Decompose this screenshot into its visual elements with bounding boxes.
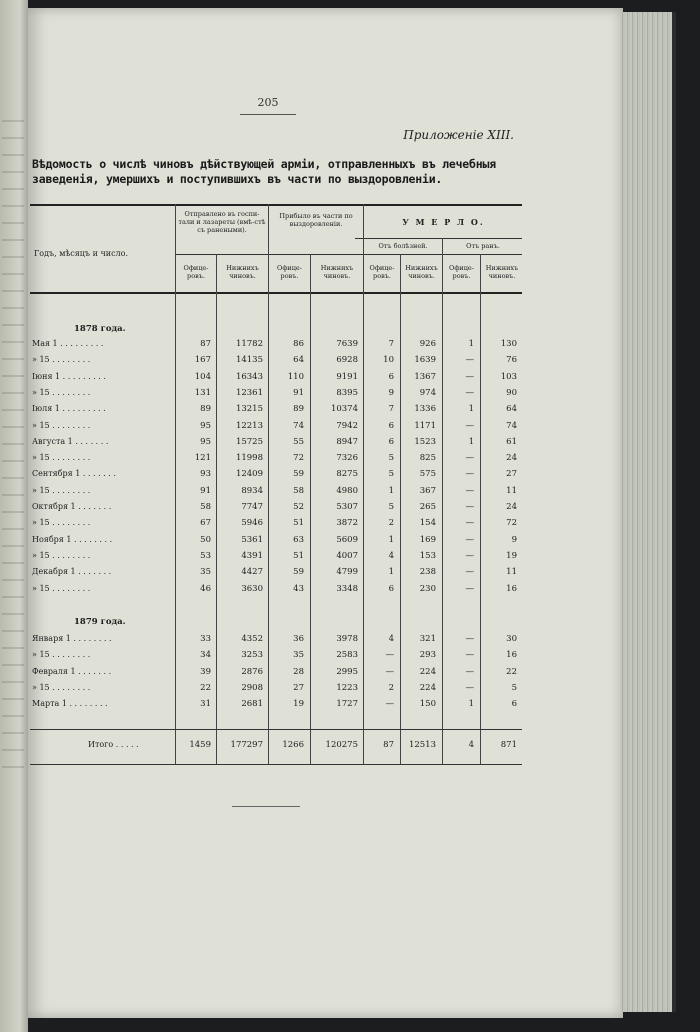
row-label: Августа 1 . . . . . . . <box>32 436 109 446</box>
table-cell: 55 <box>293 436 304 447</box>
table-cell: 24 <box>506 453 517 464</box>
row-label: Мая 1 . . . . . . . . . <box>32 339 104 348</box>
header-bottom-rule <box>30 292 522 294</box>
table-cell: 6928 <box>336 355 358 366</box>
page-block-edge <box>620 12 676 1012</box>
table-cell: 22 <box>506 666 517 677</box>
table-cell: 7 <box>388 404 394 415</box>
table-row <box>30 516 522 532</box>
sent-header: Отправлено въ госпи-тали и лазареты (вмѣ-стѣ съ ранеными). <box>178 210 266 234</box>
died-header: У М Е Р Л О. <box>402 217 485 227</box>
table-cell: 2995 <box>336 666 358 677</box>
table-cell: 1727 <box>336 699 358 710</box>
table-cell: 7 <box>388 339 394 349</box>
row-label: » 15 . . . . . . . . <box>32 387 91 397</box>
table-cell: — <box>465 650 474 661</box>
subheader-rule <box>175 254 522 255</box>
row-label: Ноября 1 . . . . . . . . <box>32 534 113 544</box>
table-cell: 27 <box>293 682 304 693</box>
table-cell: — <box>465 420 474 431</box>
table-cell: 24 <box>506 502 517 512</box>
table-cell: 131 <box>194 387 211 398</box>
table-cell: 3872 <box>336 518 358 529</box>
table-cell: 12213 <box>235 420 263 431</box>
table-cell: 95 <box>200 420 211 431</box>
total-cell: 871 <box>500 740 517 750</box>
table-row <box>30 402 522 418</box>
total-cell: 1266 <box>282 740 304 750</box>
table-cell: 89 <box>200 404 211 415</box>
table-cell: 7639 <box>336 339 358 349</box>
table-cell: 59 <box>293 469 304 480</box>
total-rule <box>30 729 522 730</box>
table-cell: — <box>385 650 394 661</box>
table-cell: 367 <box>419 485 436 496</box>
table-cell: 321 <box>419 634 436 644</box>
table-cell: 926 <box>419 339 436 349</box>
table-row <box>30 467 522 483</box>
table-cell: 293 <box>419 650 436 661</box>
title-line-2: заведенія, умершихъ и поступившихъ въ части по выздоровленіи. <box>32 172 443 186</box>
table-cell: 224 <box>419 682 436 693</box>
table-cell: 2 <box>388 518 394 529</box>
table-cell: — <box>385 666 394 677</box>
table-cell: 974 <box>419 387 436 398</box>
table-cell: 4007 <box>336 550 358 561</box>
table-cell: 9191 <box>336 371 358 382</box>
table-cell: 575 <box>419 469 436 480</box>
row-label: » 15 . . . . . . . . <box>32 650 91 660</box>
table-cell: 43 <box>293 583 304 594</box>
table-cell: 91 <box>200 485 211 496</box>
returned-header: Прибыло въ части по выздоровленіи. <box>279 212 353 228</box>
table-cell: — <box>465 634 474 644</box>
row-label: Марта 1 . . . . . . . . <box>32 699 108 709</box>
row-label: » 15 . . . . . . . . <box>32 420 91 430</box>
total-cell: 177297 <box>230 740 263 750</box>
table-cell: — <box>465 534 474 545</box>
row-label: » 15 . . . . . . . . <box>32 518 91 528</box>
table-cell: 36 <box>293 634 304 644</box>
table-row <box>30 665 522 681</box>
table-cell: 5 <box>388 453 394 464</box>
total-cell: 1459 <box>189 740 211 750</box>
table-cell: 4352 <box>241 634 263 644</box>
table-cell: 11 <box>506 485 517 496</box>
table-cell: 12361 <box>235 387 263 398</box>
table-cell: 4 <box>388 550 394 561</box>
table-cell: 16 <box>506 583 517 594</box>
table-cell: 1171 <box>414 420 436 431</box>
table-cell: 67 <box>200 518 211 529</box>
table-cell: 9 <box>388 387 394 398</box>
table-cell: 93 <box>200 469 211 480</box>
table-cell: 230 <box>419 583 436 594</box>
table-cell: 86 <box>293 339 304 349</box>
table-cell: 74 <box>293 420 304 431</box>
table-row <box>30 565 522 581</box>
table-bottom-rule <box>30 764 522 765</box>
table-cell: 110 <box>287 371 304 382</box>
table-cell: 52 <box>293 502 304 512</box>
table-cell: 74 <box>506 420 517 431</box>
table-cell: 1336 <box>414 404 436 415</box>
row-label: » 15 . . . . . . . . <box>32 355 91 365</box>
table-cell: 11782 <box>235 339 263 349</box>
men-header: Нижнихъ чиновъ. <box>405 264 438 280</box>
table-cell: 167 <box>194 355 211 366</box>
table-row <box>30 386 522 402</box>
table-cell: 5 <box>388 502 394 512</box>
table-cell: 90 <box>506 387 517 398</box>
table-cell: 15725 <box>235 436 263 447</box>
table-cell: 3348 <box>336 583 358 594</box>
table-cell: — <box>465 518 474 529</box>
table-cell: 6 <box>388 583 394 594</box>
table-cell: 7942 <box>336 420 358 431</box>
table-cell: — <box>465 453 474 464</box>
table-cell: 16 <box>506 650 517 661</box>
table-cell: 1 <box>468 436 474 447</box>
table-row <box>30 632 522 648</box>
table-cell: 33 <box>200 634 211 644</box>
table-cell: 4 <box>388 634 394 644</box>
table-cell: — <box>465 583 474 594</box>
table-row <box>30 582 522 598</box>
table-cell: 89 <box>293 404 304 415</box>
table-cell: 72 <box>293 453 304 464</box>
table-cell: 6 <box>388 371 394 382</box>
from-wounds-header: Отъ ранъ. <box>466 242 500 250</box>
table-cell: 95 <box>200 436 211 447</box>
table-cell: 13215 <box>235 404 263 415</box>
table-cell: 1 <box>468 339 474 349</box>
table-cell: 9 <box>511 534 517 545</box>
table-cell: 7326 <box>336 453 358 464</box>
from-disease-header: Отъ болѣзней. <box>378 242 428 250</box>
officers-header: Офице-ровъ. <box>369 264 395 280</box>
table-cell: 2583 <box>336 650 358 661</box>
page-number: 205 <box>257 96 279 109</box>
table-row <box>30 337 522 353</box>
table-cell: 91 <box>293 387 304 398</box>
table-cell: 2 <box>388 682 394 693</box>
officers-header: Офице-ровъ. <box>449 264 474 280</box>
table-cell: 4980 <box>336 485 358 496</box>
table-cell: 46 <box>200 583 211 594</box>
row-label: Февраля 1 . . . . . . . <box>32 666 112 676</box>
table-cell: 1 <box>388 567 394 578</box>
row-label: Іюня 1 . . . . . . . . . <box>32 371 106 381</box>
table-cell: 121 <box>194 453 211 464</box>
row-label: » 15 . . . . . . . . <box>32 682 91 692</box>
table-row <box>30 370 522 386</box>
table-cell: 130 <box>500 339 517 349</box>
table-cell: 3253 <box>241 650 263 661</box>
table-cell: 3978 <box>336 634 358 644</box>
table-cell: 34 <box>200 650 211 661</box>
table-cell: 6 <box>388 436 394 447</box>
table-cell: 16343 <box>235 371 263 382</box>
table-cell: 87 <box>200 339 211 349</box>
table-cell: 11 <box>506 567 517 578</box>
table-cell: 2908 <box>241 682 263 693</box>
table-title <box>32 157 532 187</box>
table-cell: 265 <box>419 502 436 512</box>
table-cell: 103 <box>500 371 517 382</box>
table-cell: 28 <box>293 666 304 677</box>
table-cell: 825 <box>419 453 436 464</box>
table-cell: 6 <box>388 420 394 431</box>
total-label: Итого . . . . . <box>88 740 139 749</box>
table-cell: 2681 <box>241 699 263 710</box>
table-cell: 27 <box>506 469 517 480</box>
table-cell: 1 <box>468 699 474 710</box>
facing-page-edge <box>0 0 28 1032</box>
table-cell: 19 <box>293 699 304 710</box>
table-cell: 64 <box>293 355 304 366</box>
year-1879-label: 1879 года. <box>74 617 126 627</box>
table-cell: 5609 <box>336 534 358 545</box>
row-label: » 15 . . . . . . . . <box>32 453 91 463</box>
table-cell: 8395 <box>336 387 358 398</box>
table-cell: 39 <box>200 666 211 677</box>
end-rule <box>232 806 300 807</box>
table-cell: 169 <box>419 534 436 545</box>
table-cell: — <box>385 699 394 710</box>
table-cell: 8934 <box>241 485 263 496</box>
table-cell: 4427 <box>241 567 263 578</box>
table-row <box>30 435 522 451</box>
table-cell: 72 <box>506 518 517 529</box>
table-cell: 76 <box>506 355 517 366</box>
table-cell: 59 <box>293 567 304 578</box>
table-row <box>30 451 522 467</box>
officers-header: Офице-ровъ. <box>183 264 209 280</box>
table-cell: 5361 <box>241 534 263 545</box>
table-cell: 1523 <box>414 436 436 447</box>
row-label: Октября 1 . . . . . . . <box>32 502 112 511</box>
table-cell: — <box>465 355 474 366</box>
table-cell: 11998 <box>235 453 263 464</box>
total-cell: 4 <box>468 740 474 750</box>
table-row <box>30 419 522 435</box>
table-cell: 1367 <box>414 371 436 382</box>
table-cell: 51 <box>293 550 304 561</box>
table-row <box>30 533 522 549</box>
table-row <box>30 549 522 565</box>
row-label: » 15 . . . . . . . . <box>32 485 91 495</box>
table-cell: 50 <box>200 534 211 545</box>
table-cell: 63 <box>293 534 304 545</box>
table-cell: 153 <box>419 550 436 561</box>
table-cell: 1 <box>468 404 474 415</box>
total-row <box>30 738 522 754</box>
row-label: » 15 . . . . . . . . <box>32 583 91 593</box>
officers-header: Офице-ровъ. <box>277 264 302 280</box>
table-row <box>30 484 522 500</box>
table-cell: 35 <box>293 650 304 661</box>
table-cell: 31 <box>200 699 211 710</box>
period-header: Годъ, мѣсяцъ и число. <box>34 249 128 258</box>
table-top-rule <box>30 204 522 206</box>
table-row <box>30 681 522 697</box>
died-subheader-rule <box>355 238 522 239</box>
table-cell: 22 <box>200 682 211 693</box>
row-label: Сентября 1 . . . . . . . <box>32 469 116 479</box>
table-cell: 238 <box>419 567 436 578</box>
table-cell: 2876 <box>241 666 263 677</box>
table-cell: — <box>465 387 474 398</box>
table-cell: — <box>465 666 474 677</box>
table-cell: 58 <box>293 485 304 496</box>
table-cell: 30 <box>506 634 517 644</box>
table-cell: 8275 <box>336 469 358 480</box>
table-cell: 4391 <box>241 550 263 561</box>
row-label: Января 1 . . . . . . . . <box>32 634 112 643</box>
table-cell: 154 <box>419 518 436 529</box>
total-cell: 87 <box>383 740 394 750</box>
table-cell: 224 <box>419 666 436 677</box>
table-cell: 51 <box>293 518 304 529</box>
table-cell: 58 <box>200 502 211 512</box>
table-cell: 5946 <box>241 518 263 529</box>
table-cell: — <box>465 502 474 512</box>
total-cell: 120275 <box>325 740 358 750</box>
table-cell: 5307 <box>336 502 358 512</box>
table-cell: 1639 <box>414 355 436 366</box>
table-cell: 5 <box>511 682 517 693</box>
table-cell: 10 <box>383 355 394 366</box>
table-cell: 7747 <box>241 502 263 512</box>
table-row <box>30 648 522 664</box>
row-label: Іюля 1 . . . . . . . . . <box>32 404 106 414</box>
table-cell: — <box>465 567 474 578</box>
title-line-1: Вѣдомость о числѣ чиновъ дѣйствующей арміи, отправленныхъ въ лечебныя <box>32 157 496 171</box>
table-cell: 1 <box>388 534 394 545</box>
table-cell: 35 <box>200 567 211 578</box>
table-cell: 53 <box>200 550 211 561</box>
year-1878-label: 1878 года. <box>74 324 126 334</box>
table-row <box>30 697 522 713</box>
table-cell: 14135 <box>235 355 263 366</box>
table-cell: 64 <box>506 404 517 415</box>
table-cell: 150 <box>419 699 436 710</box>
table-cell: 104 <box>194 371 211 382</box>
table-cell: — <box>465 682 474 693</box>
table-cell: — <box>465 550 474 561</box>
row-label: » 15 . . . . . . . . <box>32 550 91 560</box>
table-cell: 8947 <box>336 436 358 447</box>
page-number-rule <box>240 114 296 115</box>
facing-page-ghost-print <box>2 120 24 780</box>
total-cell: 12513 <box>408 740 436 750</box>
table-cell: 6 <box>511 699 517 710</box>
table-cell: 12409 <box>235 469 263 480</box>
table-cell: 61 <box>506 436 517 447</box>
table-cell: 3630 <box>241 583 263 594</box>
table-cell: — <box>465 371 474 382</box>
table-row <box>30 353 522 369</box>
table-cell: 4799 <box>336 567 358 578</box>
table-cell: 5 <box>388 469 394 480</box>
appendix-label: Приложеніе XIII. <box>403 128 514 142</box>
table-cell: — <box>465 469 474 480</box>
men-header: Нижнихъ чиновъ. <box>485 264 519 280</box>
row-label: Декабря 1 . . . . . . . <box>32 567 112 577</box>
men-header: Нижнихъ чиновъ. <box>226 264 259 280</box>
table-cell: 19 <box>506 550 517 561</box>
table-cell: 10374 <box>330 404 358 415</box>
table-cell: 1223 <box>336 682 358 693</box>
men-header: Нижнихъ чиновъ. <box>320 264 354 280</box>
table-cell: 1 <box>388 485 394 496</box>
table-row <box>30 500 522 516</box>
table-cell: — <box>465 485 474 496</box>
